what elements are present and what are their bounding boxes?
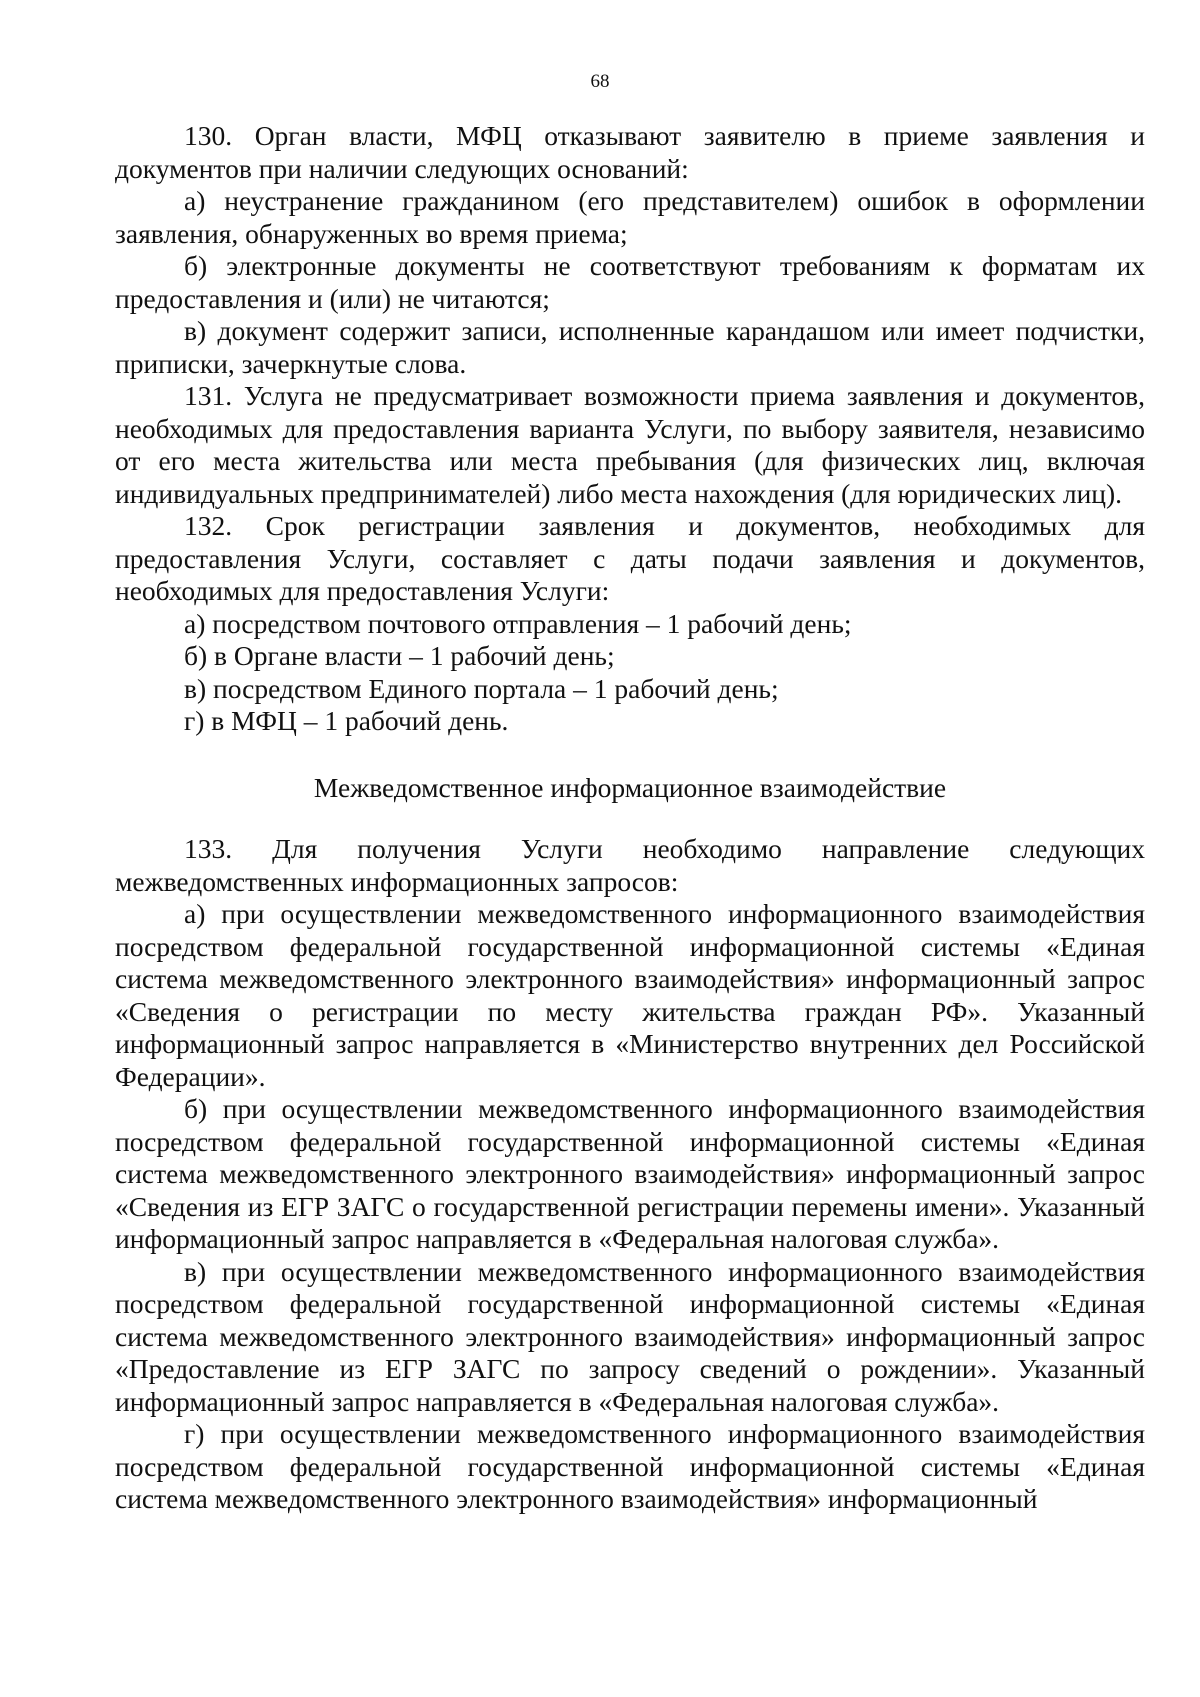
paragraph-131: 131. Услуга не предусматривает возможности приема заявления и документов, необходимых для предоставления варианта Услуги, по выбору заявителя, независимо от его места жительства или места пребывания (для физических лиц, включая индивидуальных предпринимателей) либо места нахождения (для юридических лиц).: [115, 380, 1145, 509]
text-block-top: [115, 120, 1145, 738]
paragraph-133-item-a: а) при осуществлении межведомственного информационного взаимодействия посредством федеральной государственной информационной системы «Единая система межведомственного электронного взаимодействия» информационный запрос «Сведения о регистрации по месту жительства граждан РФ». Указанный информационный запрос направляется в «Министерство внутренних дел Российской Федерации».: [115, 898, 1145, 1092]
paragraph-133-item-b: б) при осуществлении межведомственного информационного взаимодействия посредством федеральной государственной информационной системы «Единая система межведомственного электронного взаимодействия» информационный запрос «Сведения из ЕГР ЗАГС о государственной регистрации перемены имени». Указанный информационный запрос направляется в «Федеральная налоговая служба».: [115, 1093, 1145, 1254]
paragraph-130-item-b: б) электронные документы не соответствуют требованиям к форматам их предоставления и (или) не читаются;: [115, 250, 1145, 314]
page-number: 68: [590, 71, 610, 92]
paragraph-132-item-b: б) в Органе власти – 1 рабочий день;: [184, 640, 615, 671]
paragraph-133: 133. Для получения Услуги необходимо направление следующих межведомственных информационных запросов:: [115, 833, 1145, 897]
paragraph-133-item-v: в) при осуществлении межведомственного информационного взаимодействия посредством федеральной государственной информационной системы «Единая система межведомственного электронного взаимодействия» информационный запрос «Предоставление из ЕГР ЗАГС по запросу сведений о рождении». Указанный информационный запрос направляется в «Федеральная налоговая служба».: [115, 1255, 1145, 1417]
paragraph-130: 130. Орган власти, МФЦ отказывают заявителю в приеме заявления и документов при наличии следующих оснований:: [115, 120, 1145, 184]
paragraph-132-item-v: в) посредством Единого портала – 1 рабочий день;: [184, 672, 779, 704]
text-block-bottom: [115, 833, 1145, 1516]
paragraph-130-item-a: а) неустранение гражданином (его представителем) ошибок в оформлении заявления, обнаруженных во время приема;: [115, 185, 1145, 249]
paragraph-133-item-g: г) при осуществлении межведомственного информационного взаимодействия посредством федеральной государственной информационной системы «Единая система межведомственного электронного взаимодействия» информационный: [115, 1418, 1145, 1514]
section-heading: Межведомственное информационное взаимодействие: [313, 772, 947, 803]
paragraph-132-item-g: г) в МФЦ – 1 рабочий день.: [184, 705, 509, 736]
paragraph-132-item-a: а) посредством почтового отправления – 1 рабочий день;: [184, 607, 852, 639]
paragraph-130-item-v: в) документ содержит записи, исполненные карандашом или имеет подчистки, приписки, зачеркнутые слова.: [115, 315, 1145, 379]
paragraph-132: 132. Срок регистрации заявления и документов, необходимых для предоставления Услуги, составляет с даты подачи заявления и документов, необходимых для предоставления Услуги:: [115, 510, 1145, 606]
